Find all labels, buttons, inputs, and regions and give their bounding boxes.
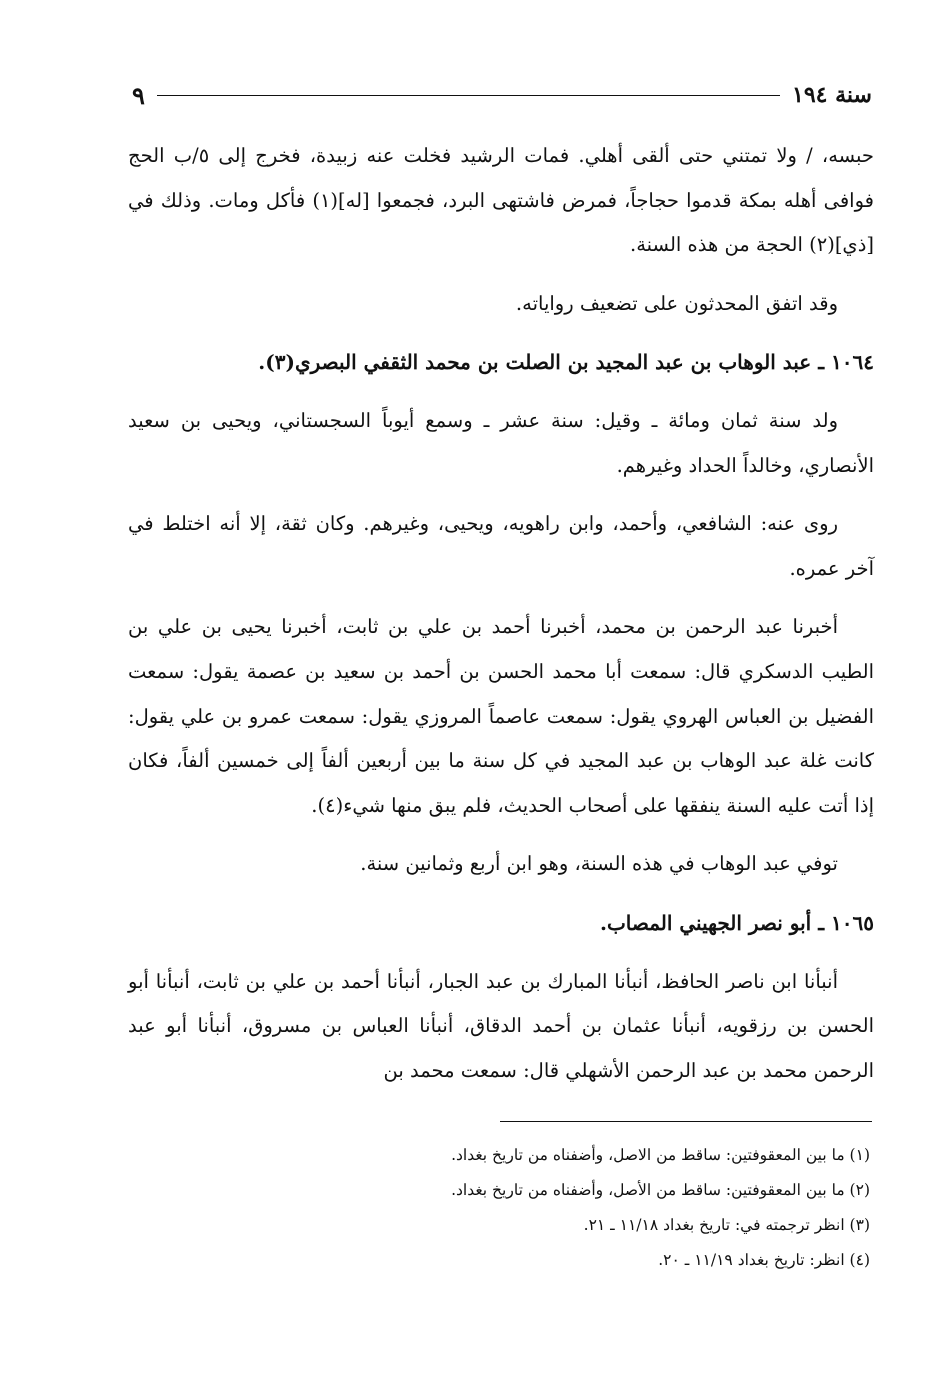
footnote-2: (٢) ما بين المعقوفتين: ساقط من الأصل، وأضفناه من تاريخ بغداد.: [451, 1181, 870, 1199]
entry-heading-1064: ١٠٦٤ ـ عبد الوهاب بن عبد المجيد بن الصلت بن محمد الثقفي البصري(٣).: [258, 350, 874, 375]
running-header: [132, 78, 872, 112]
paragraph-2: وقد اتفق المحدثون على تضعيف رواياته.: [515, 291, 838, 315]
page-number: ٩: [132, 80, 145, 110]
entry-heading-1065: ١٠٦٥ ـ أبو نصر الجهيني المصاب.: [599, 910, 874, 935]
paragraph-7: أنبأنا ابن ناصر الحافظ، أنبأنا المبارك بن عبد الجبار، أنبأنا أحمد بن علي بن ثابت، أنبأنا أبو الحسن بن رزقويه، أنبأنا عثمان بن أحمد الدقاق، أنبأنا العباس بن مسروق، أنبأنا أبو عبد الرحمن محمد بن عبد الرحمن الأشهلي قال: سمعت محمد بن: [128, 969, 874, 1082]
footnote-separator: [500, 1121, 872, 1122]
paragraph-1: حبسه، / ولا تمتني حتى ألقى أهلي. فمات الرشيد فخلت عنه زبيدة، فخرج إلى ٥/ب الحج فوافى أهله بمكة قدموا حجاجاً، فمرض فاشتهى البرد، فجمعوا [له](١) فأكل ومات. وذلك في [ذي](٢) الحجة من هذه السنة.: [128, 144, 874, 257]
footnote-1: (١) ما بين المعقوفتين: ساقط من الاصل، وأضفناه من تاريخ بغداد.: [451, 1146, 870, 1164]
footnotes: [128, 1138, 874, 1278]
header-rule: [157, 95, 780, 96]
paragraph-5: أخبرنا عبد الرحمن بن محمد، أخبرنا أحمد بن علي بن ثابت، أخبرنا يحيى بن علي بن الطيب الدسكري قال: سمعت أبا محمد الحسن بن أحمد بن سعيد بن عصمة يقول: سمعت الفضيل بن العباس الهروي يقول: سمعت عاصماً المروزي يقول: سمعت عمرو بن علي يقول: كانت غلة عبد الوهاب بن عبد المجيد في كل سنة ما بين أربعين ألفاً إلى خمسين ألفاً، فكان إذا أتت عليه السنة ينفقها على أصحاب الحديث، فلم يبق منها شيء(٤).: [128, 615, 874, 817]
paragraph-4: روى عنه: الشافعي، وأحمد، وابن راهويه، ويحيى، وغيرهم. وكان ثقة، إلا أنه اختلط في آخر عمره.: [128, 512, 874, 580]
paragraph-3: ولد سنة ثمان ومائة ـ وقيل: سنة عشر ـ وسمع أيوباً السجستاني، ويحيى بن سعيد الأنصاري، وخالداً الحداد وغيرهم.: [128, 408, 874, 477]
main-text: [128, 134, 874, 1093]
running-header-year: سنة ١٩٤: [792, 82, 872, 108]
footnote-3: (٣) انظر ترجمته في: تاريخ بغداد ١١/١٨ ـ ٢١.: [583, 1216, 870, 1234]
paragraph-6: توفي عبد الوهاب في هذه السنة، وهو ابن أربع وثمانين سنة.: [360, 852, 838, 876]
footnote-4: (٤) انظر: تاريخ بغداد ١١/١٩ ـ ٢٠.: [658, 1251, 870, 1269]
